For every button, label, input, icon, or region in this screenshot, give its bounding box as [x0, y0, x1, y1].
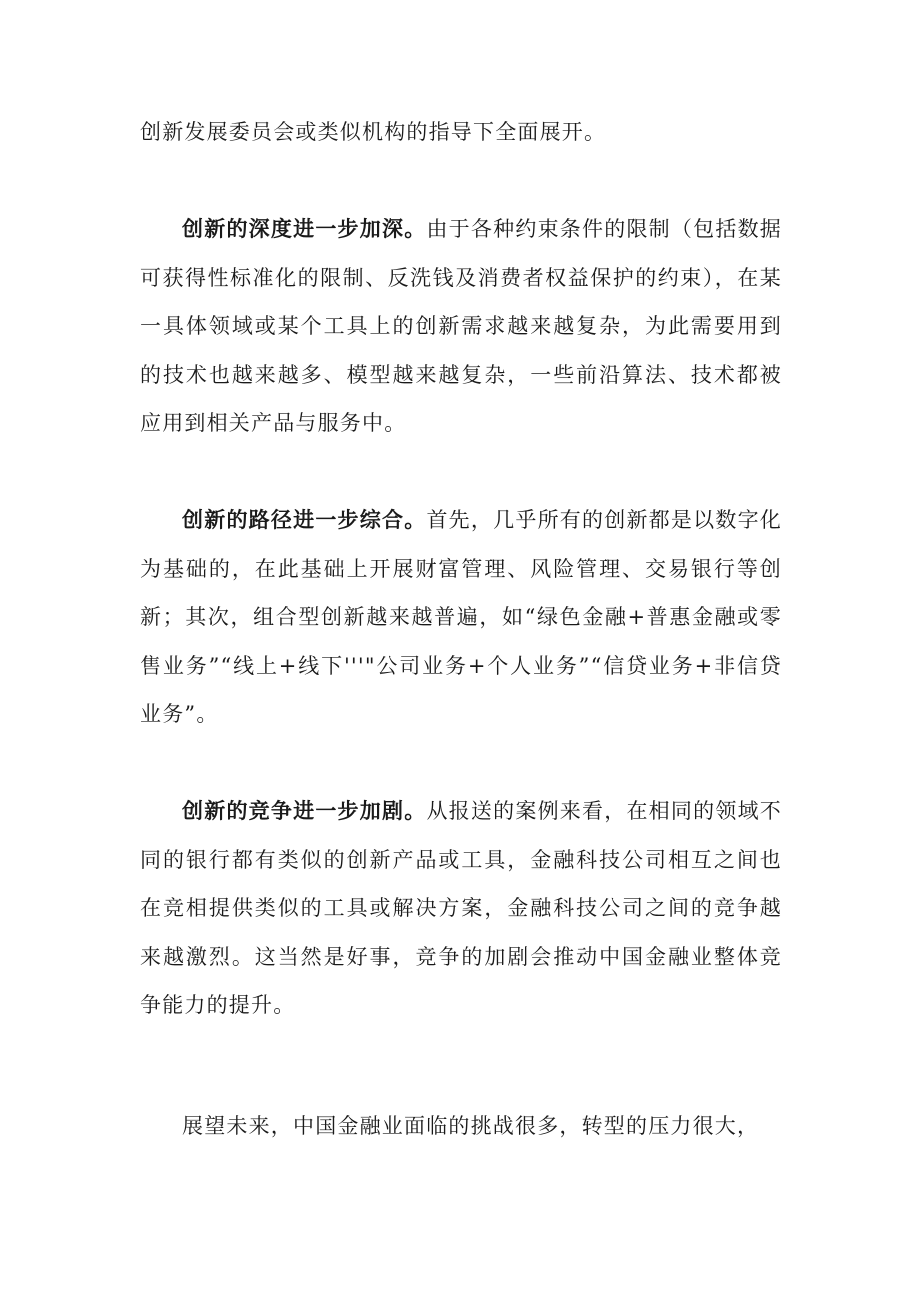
- paragraph-text: 展望未来，中国金融业面临的挑战很多，转型的压力很大，: [182, 1113, 760, 1138]
- paragraph-lead-heading: 创新的竞争进一步加剧。: [182, 798, 427, 823]
- paragraph-text: 从报送的案例来看，在相同的领域不同的银行都有类似的创新产品或工具，金融科技公司相互之间也在竞相提供类似的工具或解决方案，金融科技公司之间的竞争越来越激烈。这当然是好事，竞争的加剧会推动中国金融业整体竞争能力的提升。: [140, 799, 782, 1017]
- paragraph-lead-heading: 创新的深度进一步加深。: [182, 216, 427, 241]
- paragraph-innovation-path: [140, 496, 782, 739]
- paragraph-text: 由于各种约束条件的限制（包括数据可获得性标准化的限制、反洗钱及消费者权益保护的约束），在某一具体领域或某个工具上的创新需求越来越复杂，为此需要用到的技术也越来越多、模型越来越复杂，一些前沿算法、技术都被应用到相关产品与服务中。: [140, 217, 782, 435]
- paragraph-spacer: [140, 1030, 782, 1102]
- paragraph-continuation: [140, 108, 782, 157]
- paragraph-outlook: [140, 1102, 782, 1151]
- paragraph-spacer: [140, 739, 782, 788]
- paragraph-lead-heading: 创新的路径进一步综合。: [182, 507, 427, 532]
- paragraph-innovation-competition: [140, 787, 782, 1030]
- document-page: [140, 108, 782, 1150]
- paragraph-text: 首先，几乎所有的创新都是以数字化为基础的，在此基础上开展财富管理、风险管理、交易银行等创新；其次，组合型创新越来越普遍，如“绿色金融+普惠金融或零售业务”“线上+线下'''"公司业务+个人业务”“信贷业务+非信贷业务”。: [140, 508, 782, 726]
- paragraph-spacer: [140, 157, 782, 206]
- paragraph-text: 创新发展委员会或类似机构的指导下全面展开。: [140, 120, 607, 144]
- paragraph-innovation-depth: [140, 205, 782, 448]
- paragraph-spacer: [140, 448, 782, 497]
